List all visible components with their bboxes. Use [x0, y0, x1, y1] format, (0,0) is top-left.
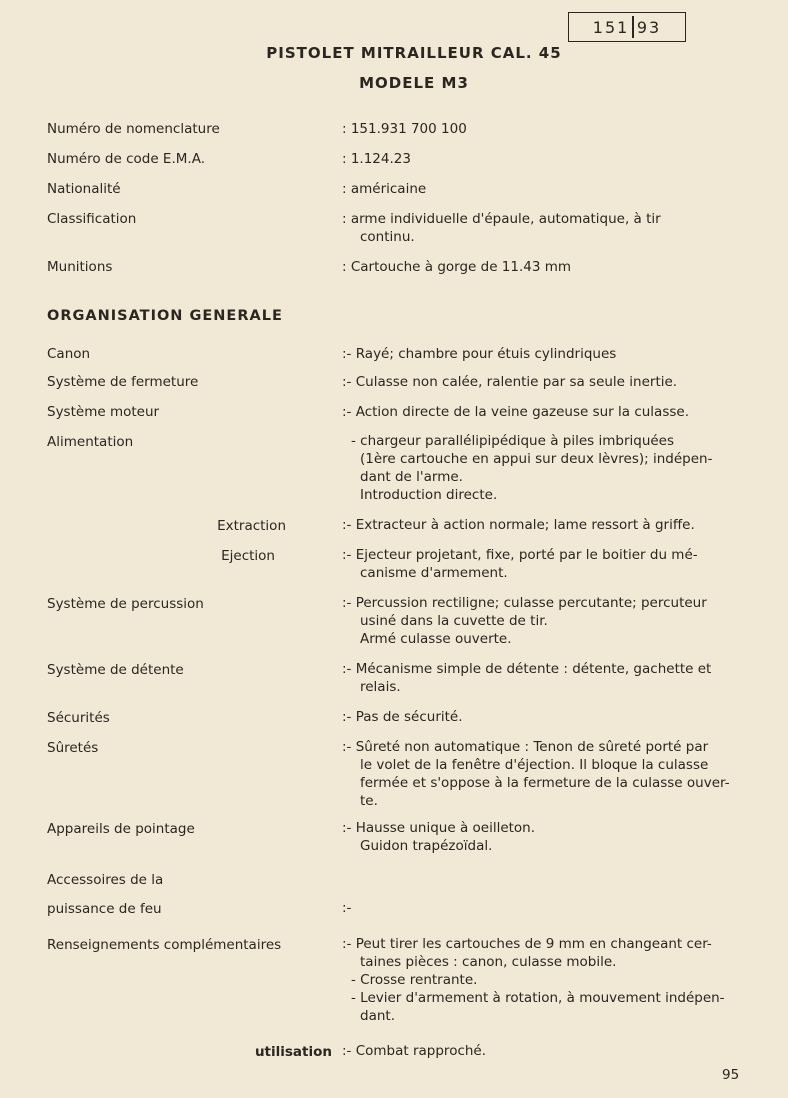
- reference-divider: [632, 16, 634, 38]
- nomenclature-label: Numéro de nomenclature: [47, 121, 220, 137]
- trigger-system-line: relais.: [360, 679, 401, 695]
- ejection-line: :- Ejecteur projetant, fixe, porté par le boitier du mé-: [342, 547, 698, 563]
- barrel-value: :- Rayé; chambre pour étuis cylindriques: [342, 346, 617, 362]
- reference-number-left: 151: [592, 17, 630, 37]
- additional-info-line: - Levier d'armement à rotation, à mouvement indépen-: [351, 990, 725, 1006]
- ejection-line: canisme d'armement.: [360, 565, 508, 581]
- additional-info-line: dant.: [360, 1008, 395, 1024]
- firing-system-value: [342, 594, 707, 648]
- additional-info-line: - Crosse rentrante.: [351, 972, 478, 988]
- safety-devices-line: :- Sûreté non automatique : Tenon de sûreté porté par: [342, 739, 709, 755]
- reference-number-right: 93: [636, 17, 662, 37]
- nationality-label: Nationalité: [47, 181, 121, 197]
- safeties-value: :- Pas de sécurité.: [342, 709, 463, 725]
- feed-line: (1ère cartouche en appui sur deux lèvres); indépen-: [360, 451, 713, 467]
- additional-info-label: Renseignements complémentaires: [47, 937, 282, 953]
- firing-system-line: Armé culasse ouverte.: [360, 631, 512, 647]
- firing-system-label: Système de percussion: [47, 596, 204, 612]
- trigger-system-label: Système de détente: [47, 662, 184, 678]
- section-heading: ORGANISATION GENERALE: [47, 308, 283, 324]
- nomenclature-value: : 151.931 700 100: [342, 121, 467, 137]
- feed-value: [342, 432, 712, 504]
- firepower-accessories-value: :-: [342, 900, 352, 916]
- reference-number-box: [568, 12, 686, 42]
- safety-devices-line: te.: [360, 793, 378, 809]
- firepower-accessories-label-2: puissance de feu: [47, 901, 162, 917]
- operating-system-value: :- Action directe de la veine gazeuse sur la culasse.: [342, 404, 689, 420]
- additional-info-line: :- Peut tirer les cartouches de 9 mm en changeant cer-: [342, 936, 712, 952]
- ammunition-value: : Cartouche à gorge de 11.43 mm: [342, 259, 572, 275]
- feed-line: Introduction directe.: [360, 487, 498, 503]
- locking-system-value: :- Culasse non calée, ralentie par sa seule inertie.: [342, 374, 678, 390]
- safety-devices-value: [342, 738, 730, 810]
- ema-code-value: : 1.124.23: [342, 151, 411, 167]
- extraction-label: Extraction: [217, 518, 286, 534]
- firepower-accessories-label: Accessoires de la: [47, 872, 164, 888]
- feed-label: Alimentation: [47, 434, 134, 450]
- safety-devices-line: le volet de la fenêtre d'éjection. Il bloque la culasse: [360, 757, 709, 773]
- safety-devices-label: Sûretés: [47, 740, 99, 756]
- ejection-value: [342, 546, 698, 582]
- extraction-value: :- Extracteur à action normale; lame ressort à griffe.: [342, 517, 695, 533]
- classification-line: : arme individuelle d'épaule, automatique, à tir: [342, 211, 661, 227]
- ema-code-label: Numéro de code E.M.A.: [47, 151, 205, 167]
- safeties-label: Sécurités: [47, 710, 110, 726]
- document-title: PISTOLET MITRAILLEUR CAL. 45: [266, 44, 562, 62]
- additional-info-line: taines pièces : canon, culasse mobile.: [360, 954, 617, 970]
- trigger-system-value: [342, 660, 711, 696]
- safety-devices-line: fermée et s'oppose à la fermeture de la culasse ouver-: [360, 775, 730, 791]
- usage-value: :- Combat rapproché.: [342, 1043, 487, 1059]
- sights-value: [342, 819, 535, 855]
- feed-line: - chargeur parallélipipédique à piles imbriquées: [351, 433, 675, 449]
- additional-info-value: [342, 935, 725, 1025]
- operating-system-label: Système moteur: [47, 404, 160, 420]
- sights-line: Guidon trapézoïdal.: [360, 838, 493, 854]
- sights-line: :- Hausse unique à oeilleton.: [342, 820, 536, 836]
- trigger-system-line: :- Mécanisme simple de détente : détente, gachette et: [342, 661, 712, 677]
- classification-line: continu.: [360, 229, 415, 245]
- locking-system-label: Système de fermeture: [47, 374, 199, 390]
- document-subtitle: MODELE M3: [359, 74, 469, 92]
- ammunition-label: Munitions: [47, 259, 113, 275]
- feed-line: dant de l'arme.: [360, 469, 463, 485]
- classification-label: Classification: [47, 211, 137, 227]
- sights-label: Appareils de pointage: [47, 821, 195, 837]
- nationality-value: : américaine: [342, 181, 427, 197]
- page-number: 95: [722, 1067, 740, 1083]
- firing-system-line: usiné dans la cuvette de tir.: [360, 613, 548, 629]
- barrel-label: Canon: [47, 346, 91, 362]
- ejection-label: Ejection: [221, 548, 275, 564]
- classification-value: [342, 210, 661, 246]
- usage-label: utilisation: [254, 1044, 332, 1060]
- firing-system-line: :- Percussion rectiligne; culasse percutante; percuteur: [342, 595, 707, 611]
